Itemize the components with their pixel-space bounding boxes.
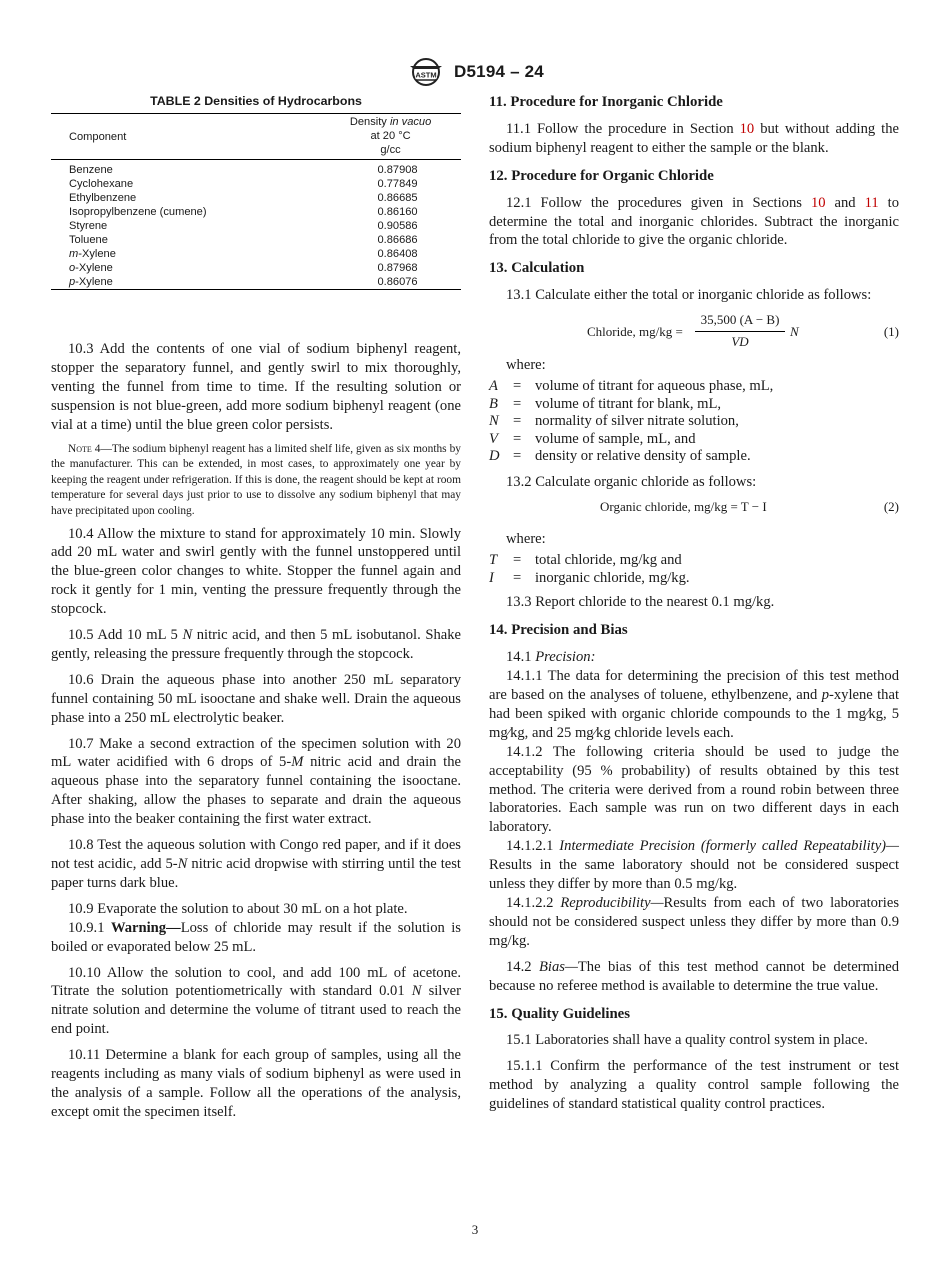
para-13-2: 13.2 Calculate organic chloride as follows: [506, 473, 757, 490]
cell-density: 0.87968 [377, 262, 418, 274]
where-label: where: [506, 357, 546, 374]
variable-definition: V = volume of sample, mL, and [489, 430, 696, 447]
table-row [51, 205, 461, 219]
para-10-3: 10.3 Add the contents of one vial of sodium biphenyl reagent, stopper the separatory funnel, and gently swirl to mix thoroughly, venting the funnel from time to time. If the resulting solution or suspension is not blue-green, add more sodium biphenyl reagent (one vial at a time) until the blue green color persists. [51, 341, 461, 433]
cell-component: o-Xylene [69, 262, 113, 274]
cell-density: 0.86076 [377, 276, 418, 288]
para-14-1-2-1: 14.1.2.1 Intermediate Precision (formerly called Repeatability)—Results in the same laboratory should not be considered suspect unless they differ by more than 0.5 mg/kg. [489, 838, 900, 893]
where-label: where: [506, 531, 546, 548]
para-14-1-1: 14.1.1 The data for determining the precision of this test method are based on the analyses of toluene, ethylbenzene, and p-xylene that had been spiked with organic chloride compounds to the 1 mg⁄kg, 5 mg⁄kg, and 25 mg⁄kg chloride levels each. [489, 668, 899, 741]
note-4: Note 4—The sodium biphenyl reagent has a limited shelf life, given as six months by the manufacturer. This can be extended, in most cases, to approximately one year by keeping the reagent under refrigeration. If this is done, the reagent should be kept at room temperature for several days just prior to use to dissolve any sodium biphenyl that may have precipitated upon cooling. [51, 442, 461, 517]
page-number: 3 [471, 1222, 479, 1237]
para-10-7: 10.7 Make a second extraction of the specimen solution with 20 mL water acidified with 6 drops of 5-M nitric acid and drain the aqueous phase into the separatory funnel containing the isooctane. After shaking, allow the phases to separate and drain the aqueous phase into the beaker containing the first water extract. [51, 735, 461, 828]
table-row [51, 247, 461, 261]
table-row [51, 261, 461, 275]
cell-density: 0.86408 [377, 248, 418, 260]
cell-component: Styrene [69, 220, 108, 232]
cell-component: m-Xylene [69, 248, 116, 260]
table-row [51, 177, 461, 191]
table-row [51, 233, 461, 247]
variable-definition: A = volume of titrant for aqueous phase, mL, [489, 378, 774, 395]
link-section-10[interactable]: 10 [739, 120, 755, 137]
cell-component: p-Xylene [69, 276, 113, 288]
equation-2: Organic chloride, mg/kg = T − I (2) [600, 499, 899, 515]
para-10-11: 10.11 Determine a blank for each group of samples, using all the reagents including as many vials of sodium biphenyl as were used in the analysis of a sample. Follow all the operations of the analysis, except omit the specimen itself. [51, 1047, 461, 1120]
para-14-1-2: 14.1.2 The following criteria should be used to judge the acceptability (95 % probability) of results obtained by this test method. The criteria were derived from a round robin between three laboratories. Each sample was run on two different days in each laboratory. [489, 743, 899, 836]
variable-list-2 [489, 552, 899, 587]
heading-section-11: 11. Procedure for Inorganic Chloride [489, 94, 723, 110]
para-15-1: 15.1 Laboratories shall have a quality control system in place. [506, 1032, 868, 1049]
cell-component: Isopropylbenzene (cumene) [69, 206, 207, 218]
para-10-6: 10.6 Drain the aqueous phase into another 250 mL separatory funnel containing 50 mL isooctane and shake well. Drain the aqueous phase into a 250 mL electrolytic beaker. [51, 671, 461, 726]
cell-density: 0.77849 [377, 178, 418, 190]
para-10-10: 10.10 Allow the solution to cool, and add 100 mL of acetone. Titrate the solution potentiometrically with standard 0.01 N silver nitrate solution and determine the volume of titrant used to reach the end point. [51, 964, 461, 1038]
table-row [51, 275, 461, 290]
para-14-1: 14.1 Precision: [506, 649, 596, 666]
link-section-10[interactable]: 10 [810, 194, 826, 211]
document-code: D5194 – 24 [454, 62, 544, 81]
para-10-9-1: 10.9.1 Warning—Loss of chloride may result if the solution is boiled or evaporated below 25 mL. [51, 919, 461, 955]
variable-definition: N = normality of silver nitrate solution, [489, 413, 739, 430]
para-10-9: 10.9 Evaporate the solution to about 30 mL on a hot plate. [68, 900, 408, 917]
cell-component: Toluene [69, 234, 108, 246]
para-14-2: 14.2 Bias—The bias of this test method cannot be determined because no referee method is available to determine the true value. [489, 958, 900, 994]
para-13-3: 13.3 Report chloride to the nearest 0.1 mg/kg. [506, 594, 775, 611]
variable-definition: T = total chloride, mg/kg and [489, 552, 682, 569]
para-10-5: 10.5 Add 10 mL 5 N nitric acid, and then 5 mL isobutanol. Shake gently, releasing the pressure frequently through the stopcock. [51, 627, 461, 662]
link-section-11[interactable]: 11 [864, 194, 879, 211]
cell-component: Ethylbenzene [69, 192, 137, 204]
table-row [51, 191, 461, 205]
heading-section-12: 12. Procedure for Organic Chloride [489, 167, 714, 184]
cell-density: 0.90586 [377, 220, 418, 232]
para-11-1: 11.1 Follow the procedure in Section 10 but without adding the sodium biphenyl reagent to either the sample or the blank. [489, 120, 899, 156]
cell-density: 0.86686 [377, 234, 418, 246]
heading-section-13: 13. Calculation [489, 260, 585, 277]
col-header-density: Density in vacuo at 20 °C g/cc [349, 116, 432, 156]
variable-list-1 [489, 378, 899, 466]
para-10-8: 10.8 Test the aqueous solution with Congo red paper, and if it does not test acidic, add 5-N nitric acid dropwise with stirring until the test paper turns dark blue. [51, 837, 461, 891]
para-14-1-2-2: 14.1.2.2 Reproducibility—Results from each of two laboratories should not be considered suspect unless they differ by more than 0.9 mg/kg. [489, 894, 900, 949]
variable-definition: I = inorganic chloride, mg/kg. [489, 569, 690, 586]
heading-section-14: 14. Precision and Bias [489, 622, 628, 639]
table-row [51, 219, 461, 233]
cell-density: 0.86160 [377, 206, 418, 218]
heading-section-15: 15. Quality Guidelines [489, 1005, 631, 1022]
densities-table [51, 113, 461, 290]
para-13-1: 13.1 Calculate either the total or inorganic chloride as follows: [506, 287, 872, 304]
variable-definition: B = volume of titrant for blank, mL, [489, 395, 722, 412]
col-header-component: Component [69, 130, 127, 143]
table-densities [51, 94, 461, 290]
cell-density: 0.86685 [377, 192, 418, 204]
cell-component: Benzene [69, 164, 113, 176]
table-row [51, 160, 461, 178]
svg-text:ASTM: ASTM [415, 70, 437, 80]
table-caption: TABLE 2 Densities of Hydrocarbons [150, 94, 362, 108]
page-header [0, 57, 950, 87]
cell-component: Cyclohexane [69, 178, 134, 190]
astm-logo-icon [406, 57, 446, 87]
para-15-1-1: 15.1.1 Confirm the performance of the test instrument or test method by analyzing a quality control sample following the guidelines of standard statistical quality control practices. [489, 1058, 899, 1113]
para-10-4: 10.4 Allow the mixture to stand for approximately 10 min. Slowly add 20 mL water and swirl gently with the funnel unstoppered until the blue-green color changes to white. Stopper the funnel again and rock it gently for 1 min, venting the pressure frequently through the stopcock. [51, 525, 461, 618]
variable-definition: D = density or relative density of sample. [489, 448, 751, 465]
equation-1: Chloride, mg/kg = $\frac{35,500 (A - B)}{VD}$ N (1) [587, 312, 899, 350]
left-column [51, 340, 461, 1129]
para-12-1: 12.1 Follow the procedures given in Sections 10 and 11 to determine the total and inorganic chlorides. Subtract the inorganic from the total chloride to give the organic chloride. [489, 194, 900, 249]
cell-density: 0.87908 [377, 164, 418, 176]
right-column [489, 93, 899, 1121]
